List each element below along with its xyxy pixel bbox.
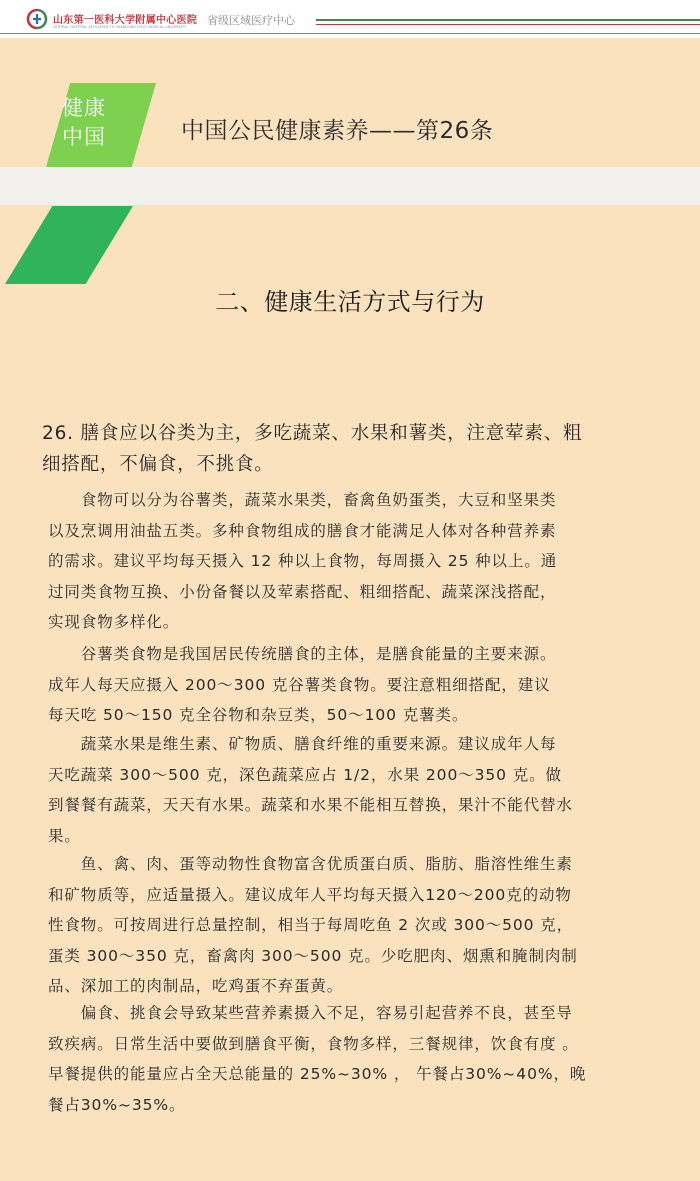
paragraph-grains: [48, 639, 648, 731]
paragraph-balanced-meals: [48, 998, 648, 1120]
text-line: 和矿物质等，应适量摄入。建议成年人平均每天摄入120～200克的动物: [48, 885, 572, 904]
text-line: 致疾病。日常生活中要做到膳食平衡，食物多样，三餐规律，饮食有度 。: [48, 1034, 579, 1053]
green-decoration: [5, 206, 133, 284]
section-title: 二、健康生活方式与行为: [215, 288, 485, 316]
item-title-line: 细搭配，不偏食，不挑食。: [42, 454, 274, 475]
text-line: 谷薯类食物是我国居民传统膳食的主体，是膳食能量的主要来源。: [48, 645, 557, 663]
text-line: 餐占30%~35%。: [48, 1095, 186, 1114]
paragraph-food-variety: [48, 485, 648, 638]
center-name: 省级区域医疗中心: [207, 14, 295, 27]
article-title: 中国公民健康素养——第26条: [181, 118, 494, 144]
text-line: 以及烹调用油盐五类。多种食物组成的膳食才能满足人体对各种营养素: [48, 521, 557, 540]
page-body: [0, 38, 700, 1181]
header-red-line: [316, 24, 700, 25]
paragraph-vegetables-fruits: [48, 729, 648, 851]
item-title-line: 26. 膳食应以谷类为主，多吃蔬菜、水果和薯类，注意荤素、粗: [42, 423, 583, 444]
text-line: 天吃蔬菜 300～500 克，深色蔬菜应占 1/2，水果 200～350 克。做: [48, 765, 562, 784]
text-line: 到餐餐有蔬菜，天天有水果。蔬菜和水果不能相互替换，果汁不能代替水: [48, 796, 573, 815]
text-line: 偏食、挑食会导致某些营养素摄入不足，容易引起营养不良，甚至导: [48, 1004, 573, 1022]
text-line: 过同类食物互换、小份备餐以及荤素搭配、粗细搭配、蔬菜深浅搭配，: [48, 582, 557, 601]
text-line: 性食物。可按周进行总量控制，相当于每周吃鱼 2 次或 300～500 克，: [48, 916, 574, 935]
tag-line-2: 中国: [62, 125, 106, 149]
text-line: 果。: [48, 826, 81, 845]
healthy-china-tag-text: [62, 94, 106, 152]
text-line: 每天吃 50～150 克全谷物和杂豆类，50～100 克薯类。: [48, 706, 469, 725]
text-line: 实现食物多样化。: [48, 613, 180, 632]
header-divider: [0, 33, 700, 34]
text-line: 的需求。建议平均每天摄入 12 种以上食物，每周摄入 25 种以上。通: [48, 552, 558, 571]
tag-line-1: 健康: [62, 96, 106, 120]
text-line: 鱼、禽、肉、蛋等动物性食物富含优质蛋白质、脂肪、脂溶性维生素: [48, 855, 573, 873]
text-line: 早餐提供的能量应占全天总能量的 25%~30% ， 午餐占30%~40%，晚: [48, 1065, 587, 1084]
text-line: 成年人每天应摄入 200～300 克谷薯类食物。要注意粗细搭配，建议: [48, 675, 551, 694]
paragraph-animal-foods: [48, 849, 648, 1002]
text-line: 食物可以分为谷薯类，蔬菜水果类，畜禽鱼奶蛋类，大豆和坚果类: [48, 491, 557, 509]
hospital-name-cn: 山东第一医科大学附属中心医院: [53, 15, 198, 26]
grey-divider-band: [0, 167, 700, 205]
hospital-name-en: CENTRAL HOSPITAL AFFILIATED TO SHANDONG FIRST MEDICAL UNIVERSITY: [53, 25, 187, 29]
hospital-logo-icon: [25, 7, 49, 31]
header-green-line: [316, 19, 700, 21]
text-line: 蛋类 300～350 克，畜禽肉 300～500 克。少吃肥肉、烟熏和腌制肉制: [48, 946, 578, 965]
item-title: [42, 418, 654, 480]
text-line: 蔬菜水果是维生素、矿物质、膳食纤维的重要来源。建议成年人每: [48, 735, 557, 753]
text-line: 品、深加工的肉制品，吃鸡蛋不弃蛋黄。: [48, 977, 344, 996]
hospital-header: [0, 0, 700, 38]
